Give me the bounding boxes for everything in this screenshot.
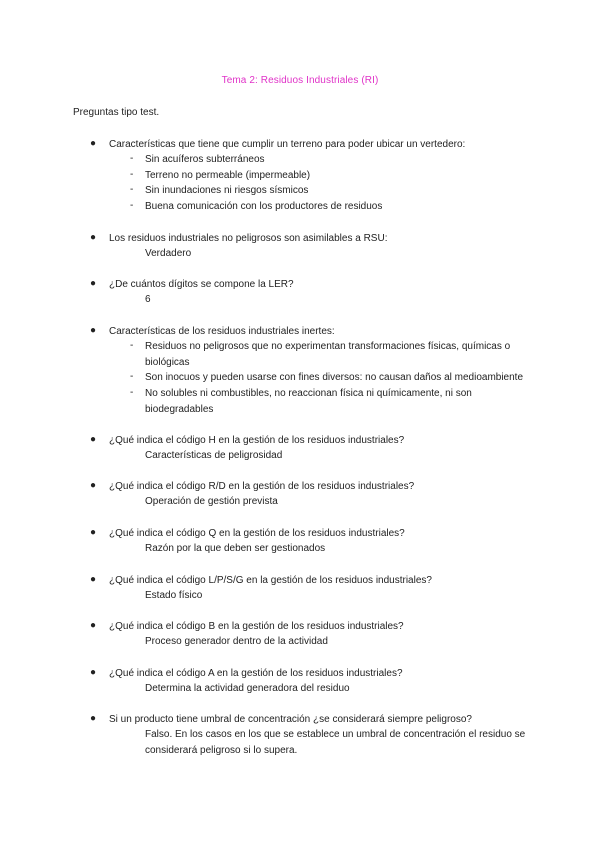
bullet-icon: ● — [90, 434, 97, 445]
answer-text: Estado físico — [145, 590, 203, 601]
bullet-icon: ● — [90, 480, 97, 491]
dash-icon: - — [130, 184, 134, 195]
question-text: Características de los residuos industriales inertes: — [109, 326, 335, 337]
question-text: ¿Qué indica el código A en la gestión de los residuos industriales? — [109, 668, 403, 679]
question-text: ¿De cuántos dígitos se compone la LER? — [109, 279, 294, 290]
bullet-icon: ● — [90, 574, 97, 585]
list-item: No solubles ni combustibles, no reaccionan física ni químicamente, ni son biodegradables — [145, 388, 472, 415]
bullet-icon: ● — [90, 278, 97, 289]
question-text: ¿Qué indica el código H en la gestión de los residuos industriales? — [109, 435, 405, 446]
answer-text: Falso. En los casos en los que se establece un umbral de concentración el residuo se considerará peligroso si lo supera. — [145, 729, 526, 756]
answer-text: 6 — [145, 294, 151, 305]
list-item: Sin acuíferos subterráneos — [145, 154, 265, 165]
dash-icon: - — [130, 340, 134, 351]
list-item: Sin inundaciones ni riesgos sísmicos — [145, 185, 309, 196]
answer-text: Proceso generador dentro de la actividad — [145, 636, 328, 647]
list-item: Residuos no peligrosos que no experimentan transformaciones físicas, químicas o biológicas — [145, 341, 511, 368]
dash-icon: - — [130, 153, 134, 164]
bullet-icon: ● — [90, 667, 97, 678]
question-text: ¿Qué indica el código B en la gestión de los residuos industriales? — [109, 621, 404, 632]
document-title: Tema 2: Residuos Industriales (RI) — [221, 75, 379, 86]
question-text: Características que tiene que cumplir un terreno para poder ubicar un vertedero: — [109, 139, 466, 150]
bullet-icon: ● — [90, 713, 97, 724]
answer-text: Verdadero — [145, 248, 192, 259]
bullet-icon: ● — [90, 527, 97, 538]
answer-text: Razón por la que deben ser gestionados — [145, 543, 326, 554]
bullet-icon: ● — [90, 325, 97, 336]
answer-text: Características de peligrosidad — [145, 450, 283, 461]
question-text: Si un producto tiene umbral de concentración ¿se considerará siempre peligroso? — [109, 714, 472, 725]
question-text: ¿Qué indica el código Q en la gestión de los residuos industriales? — [109, 528, 405, 539]
dash-icon: - — [130, 200, 134, 211]
bullet-icon: ● — [90, 138, 97, 149]
question-text: ¿Qué indica el código L/P/S/G en la gestión de los residuos industriales? — [109, 575, 432, 586]
bullet-icon: ● — [90, 620, 97, 631]
answer-text: Determina la actividad generadora del residuo — [145, 683, 350, 694]
bullet-icon: ● — [90, 232, 97, 243]
list-item: Buena comunicación con los productores de residuos — [145, 201, 383, 212]
dash-icon: - — [130, 387, 134, 398]
intro-text: Preguntas tipo test. — [73, 107, 160, 118]
list-item: Terreno no permeable (impermeable) — [145, 170, 311, 181]
dash-icon: - — [130, 169, 134, 180]
answer-text: Operación de gestión prevista — [145, 496, 278, 507]
dash-icon: - — [130, 371, 134, 382]
list-item: Son inocuos y pueden usarse con fines diversos: no causan daños al medioambiente — [145, 372, 524, 383]
question-text: Los residuos industriales no peligrosos son asimilables a RSU: — [109, 233, 388, 244]
question-text: ¿Qué indica el código R/D en la gestión de los residuos industriales? — [109, 481, 415, 492]
